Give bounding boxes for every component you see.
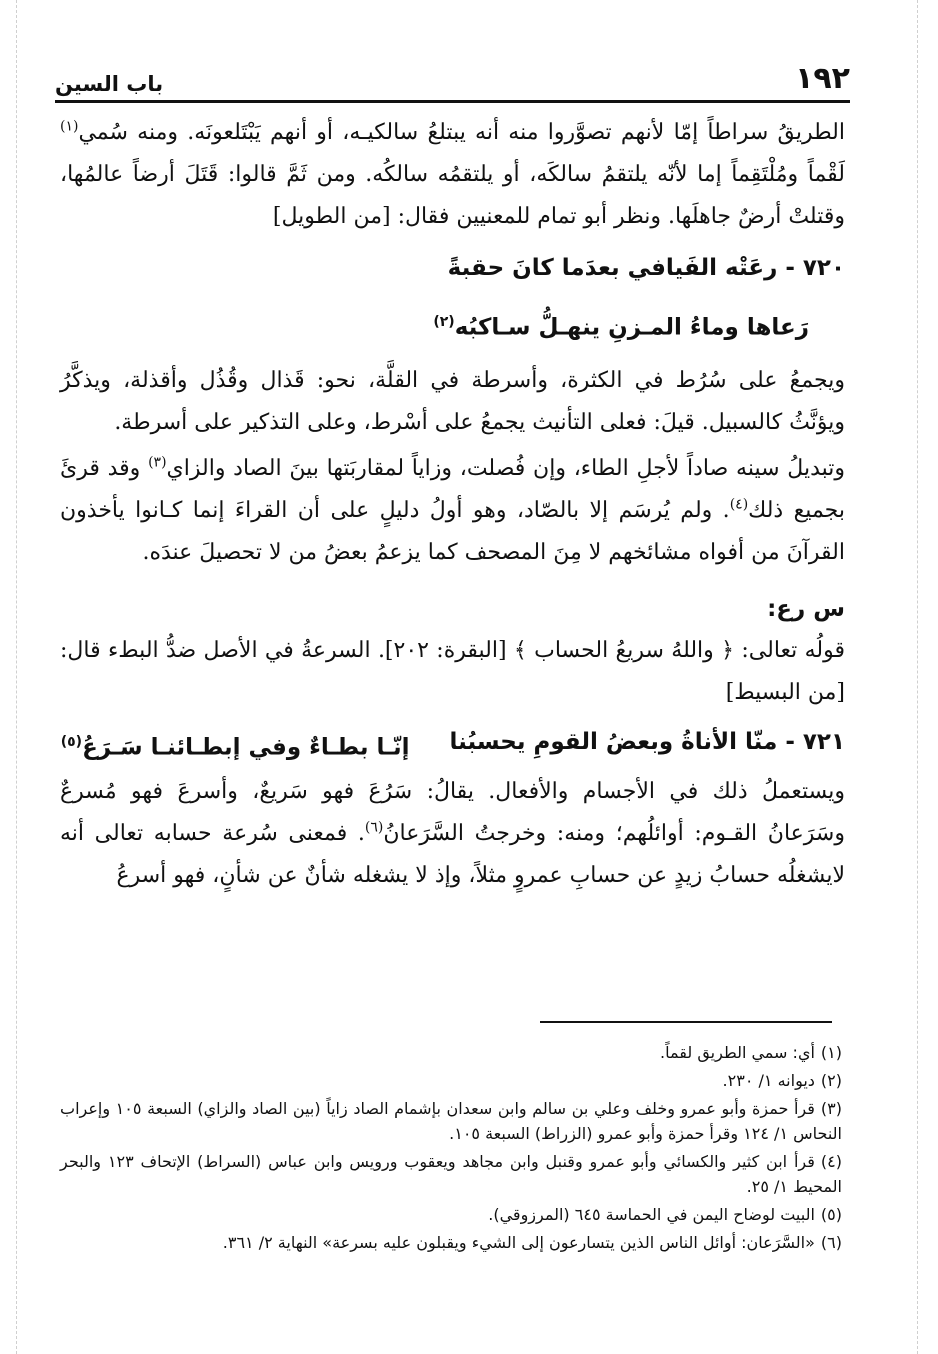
verse-720-first-hemistich: ٧٢٠ - رعَتْه الفَيافي بعدَما كانَ حقبةً — [447, 255, 845, 281]
footnote-marker-6: (٦) — [364, 819, 384, 836]
paragraph-3-text-b: وقد قرئَ بجميع ذلك — [60, 455, 845, 523]
footnote-text: أي: سمي الطريق لقماً. — [660, 1043, 815, 1062]
footnote-marker-4: (٤) — [729, 496, 749, 513]
verse-721 — [60, 718, 845, 772]
footnote-text: البيت لوضاح اليمن في الحماسة ٦٤٥ (المرزوقي). — [488, 1205, 815, 1224]
footnote-number: (٦) — [820, 1233, 842, 1252]
footnote — [60, 1230, 842, 1255]
footnote-marker-5: (٥) — [60, 733, 83, 750]
paragraph-1 — [60, 112, 845, 238]
paragraph-1-continuation: لَقْماً ومُلْتَقِماً إما لأنّه يلتقمُ سالكَه، أو يلتقمُه سالكُه. ومن ثَمَّ قالوا: قَتَلَ أرضاً عالمُها، وقتلتْ أرضٌ جاهلَها. ونظر أبو تمام للمعنيين فقال: [من الطويل] — [60, 162, 845, 229]
footnotes — [60, 1040, 842, 1258]
main-text — [60, 112, 845, 901]
paragraph-2: ويجمعُ على سُرُط في الكثرة، وأسرطة في القلَّة، نحو: قَذال وقُذُل وأقذلة، ويذكَّرُ ويؤنَّثُ كالسبيل. قيلَ: فعلى التأنيث يجمعُ على أسْرط، وعلى التذكير على أسرطة. — [60, 367, 845, 435]
footnote-marker-3: (٣) — [148, 454, 167, 471]
footnote-number: (٢) — [820, 1071, 842, 1090]
verse-720-second-hemistich — [60, 298, 845, 352]
paragraph-4: قولُه تعالى: ﴿ واللهُ سريعُ الحساب ﴾ [البقرة: ٢٠٢]. السرعةُ في الأصل ضدُّ البطء قال: [من البسيط] — [60, 637, 845, 705]
left-margin-guide — [16, 0, 17, 1354]
footnote-number: (٣) — [820, 1099, 843, 1118]
verse-720-second-text: رَعاها وماءُ المـزنِ ينهـلُّ سـاكبُه — [454, 314, 809, 341]
paragraph-5 — [60, 771, 845, 897]
section-heading: س رع: — [767, 595, 845, 622]
paragraph-3-text-c: . ولم يُرسَم إلا بالصّاد، وهو أولُ دليلٍ على أن القراءَ إنما كـانوا يأخذون القرآنَ من أفواه مشائخهم لا مِنَ المصحف كما يزعمُ بعضُ من لا تحصيلَ عندَه. — [60, 497, 845, 565]
footnote-marker-2: (٢) — [433, 314, 455, 330]
chapter-title: باب السين — [55, 72, 164, 96]
footnote-text: ديوانه ١/ ٢٣٠. — [722, 1071, 815, 1090]
footnote — [60, 1040, 842, 1065]
footnote-number: (٤) — [820, 1152, 842, 1171]
footnote — [60, 1202, 842, 1227]
footnote — [60, 1068, 842, 1093]
paragraph-1-text: الطريقُ سراطاً إمّا لأنهم تصوَّروا منه أنه يبتلعُ سالكيـه، أو أنهم يَبْتَلعونَه. ومنه سُمي — [78, 120, 845, 145]
paragraph-3-text-a: وتبديلُ سينه صاداً لأجلِ الطاء، وإن فُصلت، وزاياً لمقاربَتها بينَ الصاد والزاي — [166, 455, 845, 481]
verse-721-first-hemistich: ٧٢١ - منّا الأناةُ وبعضُ القومِ يحسبُنا — [449, 728, 845, 755]
paragraph-5-text-a: ويستعملُ ذلك في الأجسام والأفعال. يقالُ: سَرُعَ فهو سَريعٌ، وأسرعَ فهو مُسرعٌ وسَرَعانُ القـوم: أوائلُهم؛ ومنه: وخرجتُ السَّرَعانُ — [60, 779, 845, 847]
header-rule — [55, 100, 850, 103]
footnote — [60, 1149, 842, 1199]
footnote-number: (٥) — [820, 1205, 842, 1224]
page-header — [55, 52, 850, 96]
right-margin-guide — [917, 0, 918, 1354]
page-number: ١٩٢ — [795, 61, 850, 96]
verse-721-second-hemistich-wrap — [61, 718, 410, 772]
footnote-text: قرأ حمزة وأبو عمرو وخلف وعلي بن سالم وابن سعدان بإشمام الصاد زاياً (بين الصاد والزاي) السبعة ١٠٥ وإعراب النحاس ١/ ١٢٤ وقرأ حمزة وأبو عمرو (الزراط) السبعة ١٠٥. — [60, 1099, 842, 1143]
footnote-separator — [540, 1021, 832, 1023]
footnote-marker-1: (١) — [60, 118, 79, 135]
footnote-text: «السَّرَعان: أوائل الناس الذين يتسارعون إلى الشيء ويقبلون عليه بسرعة» النهاية ٢/ ٣٦١. — [222, 1233, 815, 1252]
footnote-number: (١) — [820, 1043, 842, 1062]
paragraph-3 — [60, 448, 845, 574]
footnote-text: قرأ ابن كثير والكسائي وأبو عمرو وقنبل وابن مجاهد ويعقوب ورويس وابن عباس (السراط) الإتحاف ١٢٣ والبحر المحيط ١/ ٢٥. — [60, 1152, 842, 1196]
paragraph-5-text-b: . فمعنى سُرعة حسابه تعالى أنه لايشغلُه حسابُ زيدٍ عن حسابِ عمروٍ مثلاً، وإذ لا يشغله شأنٌ عن شأنٍ، فهو أسرعُ — [60, 821, 845, 889]
verse-721-second-hemistich: إنّـا بطـاءٌ وفي إبطـائنـا سَـرَعُ — [82, 734, 410, 761]
footnote — [60, 1096, 842, 1146]
